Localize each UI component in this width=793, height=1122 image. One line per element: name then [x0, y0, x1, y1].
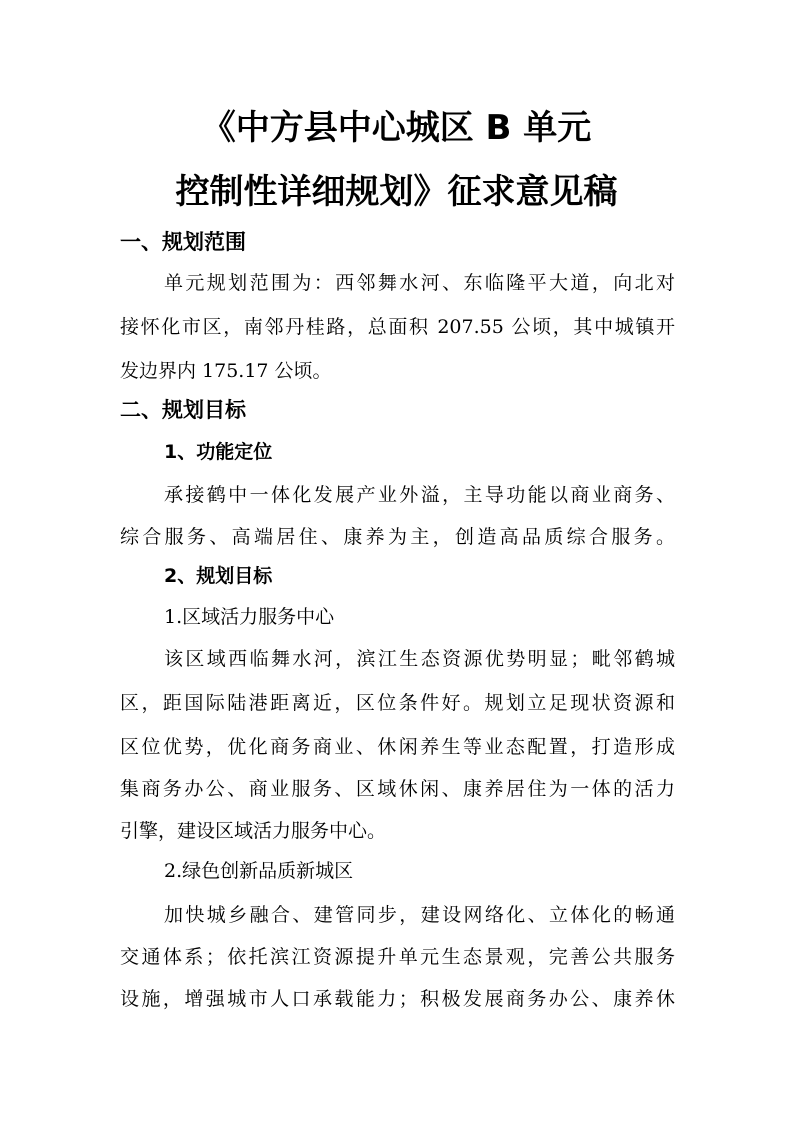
item-1-paragraph-line: 该区域西临舞水河，滨江生态资源优势明显；毗邻鹤城 — [164, 648, 675, 670]
section-1-heading: 一、规划范围 — [120, 230, 246, 254]
item-2-heading: 2.绿色创新品质新城区 — [164, 860, 354, 882]
document-title-line-1: 《中方县中心城区 B 单元 — [201, 108, 592, 148]
item-1-heading: 1.区域活力服务中心 — [164, 606, 335, 628]
item-1-paragraph-line: 集商务办公、商业服务、区域休闲、康养居住为一体的活力 — [120, 778, 675, 800]
section-1-paragraph-line: 单元规划范围为：西邻舞水河、东临隆平大道，向北对 — [164, 272, 675, 294]
document-title-line-2: 控制性详细规划》征求意见稿 — [175, 172, 618, 212]
item-2-paragraph-line: 加快城乡融合、建管同步，建设网络化、立体化的畅通 — [164, 904, 675, 926]
subsection-1-paragraph-line: 综合服务、高端居住、康养为主，创造高品质综合服务。 — [120, 526, 675, 548]
item-1-paragraph-line: 区位优势，优化商务商业、休闲养生等业态配置，打造形成 — [120, 736, 675, 758]
subsection-2-heading: 2、规划目标 — [164, 565, 273, 587]
section-1-paragraph-line: 接怀化市区，南邻丹桂路，总面积 207.55 公顷，其中城镇开 — [120, 316, 675, 338]
item-2-paragraph-line: 设施，增强城市人口承载能力；积极发展商务办公、康养休 — [120, 988, 675, 1010]
item-1-paragraph-line: 引擎，建设区域活力服务中心。 — [120, 820, 387, 842]
section-1-paragraph-line: 发边界内 175.17 公顷。 — [120, 360, 332, 382]
section-2-heading: 二、规划目标 — [120, 398, 246, 422]
item-2-paragraph-line: 交通体系；依托滨江资源提升单元生态景观，完善公共服务 — [120, 946, 675, 968]
item-1-paragraph-line: 区，距国际陆港距离近，区位条件好。规划立足现状资源和 — [120, 692, 675, 714]
subsection-1-heading: 1、功能定位 — [164, 441, 273, 463]
subsection-1-paragraph-line: 承接鹤中一体化发展产业外溢，主导功能以商业商务、 — [164, 484, 675, 506]
